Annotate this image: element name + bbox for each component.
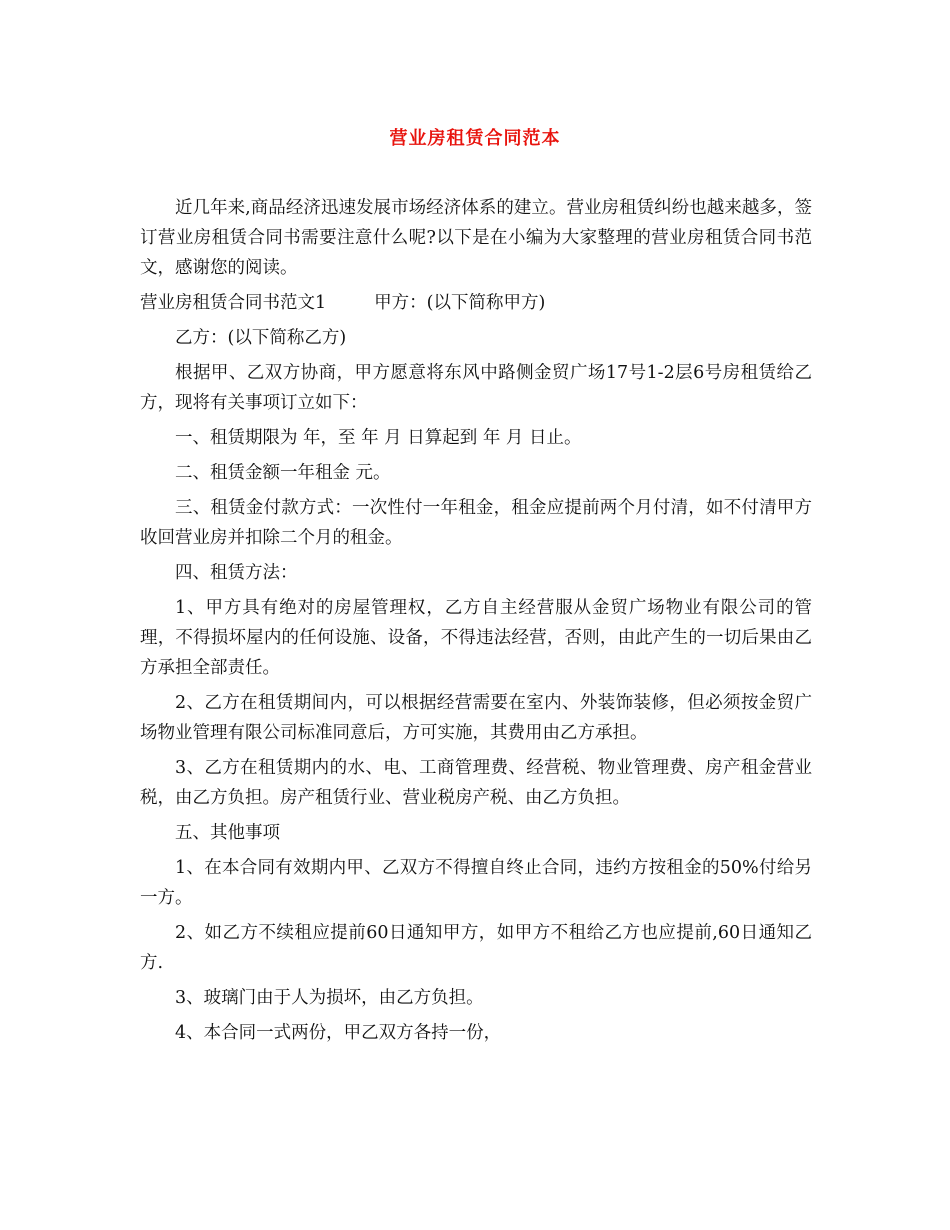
clause-4-3: 3、乙方在租赁期内的水、电、工商管理费、经营税、物业管理费、房产租金营业税，由乙方负担。房产租赁行业、营业税房产税、由乙方负担。 [140, 758, 812, 808]
preamble-paragraph: 根据甲、乙双方协商，甲方愿意将东风中路侧金贸广场17号1-2层6号房租赁给乙方，现将有关事项订立如下： [140, 363, 812, 413]
sample-heading: 营业房租赁合同书范文1 [140, 293, 327, 313]
clause-5-3: 3、玻璃门由于人为损坏，由乙方负担。 [175, 988, 484, 1008]
party-b-line: 乙方：(以下简称乙方) [175, 328, 347, 348]
clause-5-2: 2、如乙方不续租应提前60日通知甲方，如甲方不租给乙方也应提前,60日通知乙方. [140, 923, 812, 973]
clause-5-1: 1、在本合同有效期内甲、乙双方不得擅自终止合同，违约方按租金的50%付给另一方。 [140, 858, 812, 908]
sample-heading-line [140, 288, 812, 318]
clause-4-2: 2、乙方在租赁期间内，可以根据经营需要在室内、外装饰装修，但必须按金贸广场物业管理有限公司标准同意后，方可实施，其费用由乙方承担。 [140, 693, 812, 743]
clause-4-1: 1、甲方具有绝对的房屋管理权，乙方自主经营服从金贸广场物业有限公司的管理，不得损坏屋内的任何设施、设备，不得违法经营，否则，由此产生的一切后果由乙方承担全部责任。 [140, 598, 812, 678]
clause-5-4: 4、本合同一式两份，甲乙双方各持一份， [175, 1023, 502, 1043]
clause-5: 五、其他事项 [175, 823, 280, 843]
clause-1: 一、租赁期限为 年，至 年 月 日算起到 年 月 日止。 [175, 428, 582, 448]
document-title: 营业房租赁合同范本 [389, 128, 561, 149]
party-a-line: 甲方：(以下简称甲方) [374, 293, 546, 313]
clause-2: 二、租赁金额一年租金 元。 [175, 463, 391, 483]
clause-4: 四、租赁方法： [175, 563, 298, 583]
intro-paragraph: 近几年来,商品经济迅速发展市场经济体系的建立。营业房租赁纠纷也越来越多，签订营业房租赁合同书需要注意什么呢?以下是在小编为大家整理的营业房租赁合同书范文，感谢您的阅读。 [140, 198, 812, 278]
document-body [140, 193, 812, 1053]
clause-3: 三、租赁金付款方式：一次性付一年租金，租金应提前两个月付清，如不付清甲方收回营业房并扣除二个月的租金。 [140, 498, 812, 548]
